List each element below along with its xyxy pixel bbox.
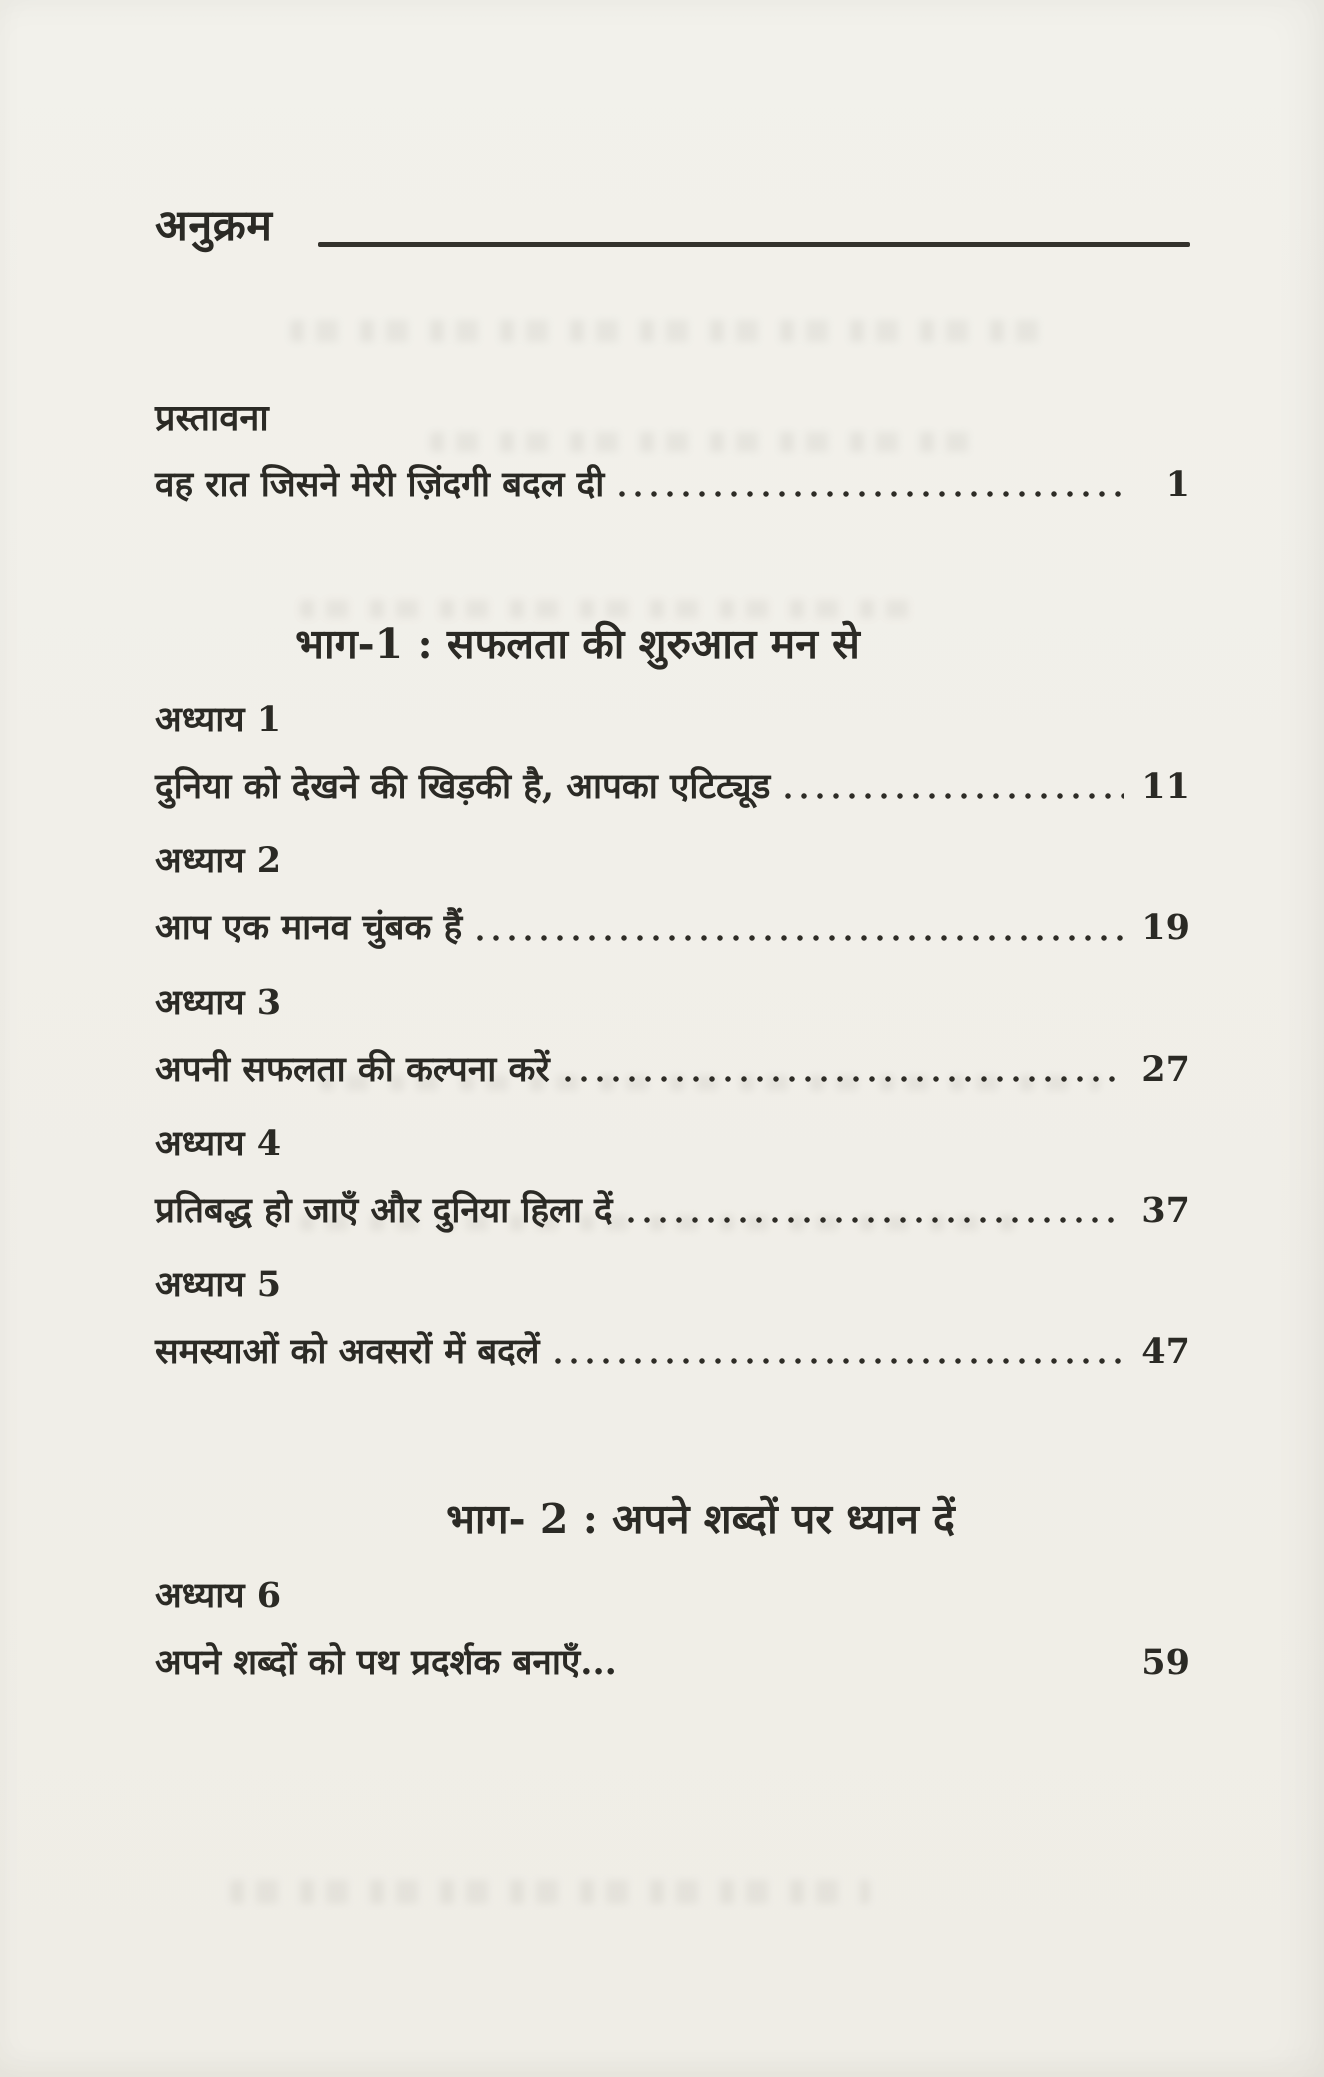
dot-leader	[476, 934, 1124, 943]
chapter-4-label: अध्याय 4	[155, 1122, 282, 1164]
dot-leader	[631, 1668, 1124, 1677]
toc-entry-chapter-6	[155, 1639, 1190, 1686]
chapter-5-label: अध्याय 5	[155, 1264, 282, 1306]
toc-entry-page-number: 59	[1141, 1641, 1190, 1683]
part-2-heading: भाग- 2 : अपने शब्दों पर ध्यान दें	[446, 1495, 955, 1544]
toc-entry-title: प्रतिबद्ध हो जाएँ और दुनिया हिला दें	[155, 1189, 613, 1231]
toc-entry-chapter-4	[155, 1187, 1190, 1234]
toc-entry-page-number: 27	[1141, 1048, 1190, 1090]
dot-leader	[784, 792, 1124, 801]
dot-leader	[618, 490, 1124, 499]
header-underline	[318, 242, 1190, 247]
toc-entry-preface	[155, 461, 1190, 508]
chapter-1-label: अध्याय 1	[155, 699, 282, 741]
toc-entry-page-number: 11	[1141, 766, 1190, 808]
toc-content-column	[155, 0, 1190, 1686]
preface-heading: प्रस्तावना	[155, 397, 269, 440]
toc-entry-title: दुनिया को देखने की खिड़की है, आपका एटिट्यूड	[155, 766, 771, 808]
toc-entry-title: अपनी सफलता की कल्पना करें	[155, 1048, 550, 1090]
toc-entry-page-number: 47	[1141, 1331, 1190, 1373]
toc-entry-title: अपने शब्दों को पथ प्रदर्शक बनाएँ...	[155, 1641, 617, 1683]
dot-leader	[564, 1075, 1124, 1084]
toc-entry-page-number: 1	[1165, 463, 1190, 505]
toc-entry-page-number: 19	[1141, 907, 1190, 949]
part-1-heading: भाग-1 : सफलता की शुरुआत मन से	[295, 619, 860, 668]
toc-entry-page-number: 37	[1141, 1189, 1190, 1231]
toc-header	[155, 202, 1190, 251]
toc-entry-title: समस्याओं को अवसरों में बदलें	[155, 1331, 540, 1373]
toc-entry-title: वह रात जिसने मेरी ज़िंदगी बदल दी	[155, 463, 605, 505]
toc-entry-chapter-3	[155, 1046, 1190, 1093]
page-title: अनुक्रम	[155, 201, 273, 251]
bleed-through-artifact	[230, 1880, 870, 1904]
chapter-6-label: अध्याय 6	[155, 1574, 282, 1616]
dot-leader	[554, 1357, 1125, 1366]
toc-entry-title: आप एक मानव चुंबक हैं	[155, 907, 463, 949]
toc-entry-chapter-1	[155, 763, 1190, 810]
toc-entry-chapter-5	[155, 1328, 1190, 1375]
chapter-3-label: अध्याय 3	[155, 981, 282, 1023]
toc-entry-chapter-2	[155, 904, 1190, 951]
chapter-2-label: अध्याय 2	[155, 840, 282, 882]
dot-leader	[627, 1216, 1124, 1225]
